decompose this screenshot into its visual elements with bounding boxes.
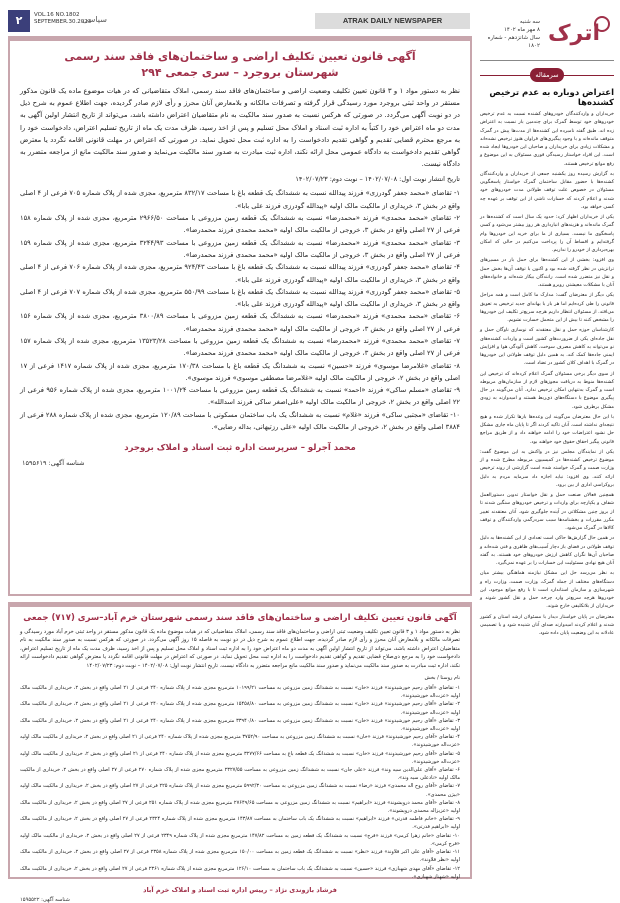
notice-item: ۵- تقاضای «محمد جعفر گودرزی» فرزند پیدالله نسبت به ششدانگ یک قطعه باغ با مساحت ۵۵۰/۹۹ مترمربع، مجزی شده از پلاک شماره ۷۰۷ فرعی از ۴ اصلی واقع در بخش ۳، خریداری از مالکیت مالک اولیه «پیدالله گودرزی فرزند علی بابا». [20, 287, 460, 309]
article-paragraph: وی افزود: بخشی از این کشنده‌ها برای حمل بار در مسیرهای ترانزیتی در نظر گرفته شده بود و اکنون با توقف آن‌ها بخش حمل و نقل نیز متضرر شده است. رانندگان بیکار شده‌اند و خانواده‌های آنان با مشکلات معیشتی روبرو هستند. [480, 257, 614, 288]
notice-item: ۳- تقاضای «محمد محمدی» فرزند «محمدرضا» نسبت به ششدانگ یک قطعه زمین مزروعی با مساحت ۳۲۴۴/۹۳ مترمربع، مجزی شده از پلاک شماره ۱۵۹ فرعی از ۲۷ اصلی واقع در بخش ۳، خروجی از مالکیت مالک اولیه «محمد محمدی فرزند محمدرضا». [20, 238, 460, 259]
notice-id: شناسه آگهی: ۱۵۹۵۶۱۹ [22, 459, 85, 468]
newspaper-logo [544, 10, 612, 50]
notice-item: ۱۲- تقاضای «آقای مهدی شهبازی» فرزند «حسین» نسبت به ششدانگ یک باب ساختمان به مساحت ۱۲۶/۱۰ مترمربع مجزی شده از پلاک شماره ۲۳۶۱ فرعی از ۲۷ اصلی واقع در بخش ۲، خریداری از مالکیت مالک اولیه «شهناز شهبازی». [20, 865, 460, 880]
editorial-header [480, 66, 614, 106]
issue-date [480, 18, 540, 50]
volume-line: VOL.16 NO.1802 [34, 12, 80, 18]
notice-item: ۵- تقاضای «آقای رحیم خورشیدوند» فرزند «خان» نسبت به ششدانگ یک قطعه باغ به مساحت ۳۲۷۷/۶۶ مترمربع مجزی شده از پلاک شماره ۲۴۰ فرعی از ۲۱ اصلی واقع در بخش ۲، خریداری از مالکیت مالک اولیه «عزت‌اله خورشیدوند». [20, 750, 460, 765]
article-paragraph: در همین حال گزارش‌ها حاکی است تعدادی از این کشنده‌ها به دلیل توقف طولانی در فضای باز دچار آسیب‌های ظاهری و فنی شده‌اند و صاحبان آن‌ها نگران کاهش ارزش خودروهای خود هستند. به گفته آنان هیچ نهادی مسئولیت این خسارات را بر عهده نمی‌گیرد. [480, 535, 614, 566]
editorial-badge: سرمقاله [530, 68, 564, 82]
article-paragraph: همچنین فعالان صنعت حمل و نقل خواستار تدوین دستورالعمل شفاف و یکپارچه برای واردات و ترخیص خودروهای سنگین شدند تا از بروز چنین مشکلاتی در آینده جلوگیری شود. آنان معتقدند تغییر مکرر مقررات و بخشنامه‌ها سبب سردرگمی واردکنندگان و توقف کالاها در گمرک می‌شود. [480, 492, 614, 531]
notice-title: آگهی قانون تعیین تکلیف اراضی و ساختمان‌های فاقد سند رسمی شهرستان خرم آباد–سری (۷۱۷) جمعی [23, 613, 457, 623]
notice-top-bar [10, 604, 470, 607]
notice-item: ۷- تقاضای «آقای روح اله محمدی» فرزند «رضا» نسبت به ششدانگ زمین مزروعی به مساحت ۵۹۹۲/۳۰ مترمربع مجزی شده از پلاک شماره ۲۲۵ فرعی از ۲۷ اصلی واقع در بخش ۲، خریداری از مالکیت مالک اولیه «بیژن محمدی». [20, 783, 460, 798]
article-paragraph: یکی دیگر از معترضان گفت: مدارک ما کامل است و همه مراحل قانونی را طی کرده‌ایم اما هر بار با بهانه‌ای جدید ترخیص به تعویق می‌افتد. از مسئولان انتظار داریم هرچه سریع‌تر تکلیف این خودروها را مشخص کنند تا بیش از این متحمل خسارت نشویم. [480, 292, 614, 323]
notice-item: ۲- تقاضای «آقای رحیم خورشیدوند» فرزند «خان» نسبت به ششدانگ زمین مزروعی به مساحت ۱۵۴۵۸/۸۰ مترمربع مجزی شده از پلاک شماره ۲۴۰ فرعی از ۲۱ اصلی واقع در بخش ۲، خریداری از مالکیت مالک اولیه «عزت‌اله خورشیدوند». [20, 701, 460, 716]
article-paragraph: به گزارش رسیده روز یکشنبه جمعی از خریداران و واردکنندگان کشنده‌ها با حضور مقابل ساختمان گمرک خواستار پاسخگویی مسئولان در خصوص علت توقف طولانی مدت خودروهای خود شدند و اعلام کردند که خسارات ناشی از این توقف بر عهده چه کسی خواهد بود. [480, 170, 614, 210]
article-title: اعتراض دوباره به عدم ترخیص کشنده‌ها [489, 88, 614, 108]
article-paragraph: با این حال معترضان می‌گویند این وعده‌ها بارها تکرار شده و هیچ نتیجه‌ای نداشته است. آنان تاکید کردند اگر تا پایان ماه جاری مشکل حل نشود اعتراضات خود را ادامه خواهند داد و از طریق مراجع قانونی پیگیر احقاق حقوق خود خواهند بود. [480, 413, 614, 445]
date-line: SEPTEMBER.30.2023 [34, 19, 92, 25]
notice-item: ۴- تقاضای «محمد جعفر گودرزی» فرزند پیدالله نسبت به ششدانگ یک قطعه باغ با مساحت ۹۲۴/۴۳ مترمربع، مجزی شده از پلاک شماره ۷۰۶ فرعی از ۴ اصلی واقع در بخش ۳، خریداری از مالکیت مالک اولیه «پیدالله گودرزی فرزند علی بابا». [20, 263, 460, 284]
issue-weekday: سه شنبه [519, 19, 540, 25]
issue-date-text: ۸ مهر ماه ۱۴۰۲ [503, 27, 540, 33]
notice-intro: نظر به دستور مواد ۱ و ۳ قانون تعیین تکلیف وضعیت ثبتی اراضی و ساختمان‌های فاقد سند رسمی، املاک متقاضیانی که در هیات موضوع ماده یک قانون مذکور مستقر در واحد ثبتی خرم آباد مورد رسیدگی و تصرفات مالکانه و بلامعارض آنان محرز و رأی لازم صادر گردیده، جهت اطلاع عموم به شرح ذیل در دو نوبت به فاصله ۱۵ روز آگهی می‌گردد. در صورتی که هرکس نسبت به صدور سند مالکیت به نام متقاضیان اعتراض داشته باشد، می‌تواند از تاریخ انتشار اولین آگهی به مدت دو ماه اعتراض خود را به اداره ثبت اسناد و املاک محل تسلیم و پس از اخذ رسید، ظرف مدت یک ماه از تاریخ تسلیم اعتراض، دادخواست خود را به مرجع ذی‌صلاح قضایی تقدیم و گواهی تقدیم دادخواست را به اداره ثبت محل تحویل نماید. در صورتی که اعتراض در مهلت قانونی اقامه نگردد یا معترض گواهی تقدیم دادخواست ارائه نکند، اداره ثبت مبادرت به صدور سند مالکیت می‌نماید و صدور سند مالکیت مانع مراجعه متضرر به دادگاه نیست. تاریخ انتشار نوبت اول: ۱۴۰۲/۰۷/۰۸ – نوبت دوم: ۱۴۰۲/۰۷/۲۳ [20, 629, 460, 669]
main-content [8, 36, 472, 903]
notice-item: ۹- تقاضای «خانم فاطمه قدرتی» فرزند «ابراهیم» نسبت به ششدانگ یک باب ساختمان به مساحت ۱۴۳/۸۷ مترمربع مجزی شده از پلاک شماره ۲۳۲۴ فرعی از ۲۷ اصلی واقع در بخش ۲، خریداری از مالکیت مالک اولیه «ابراهیم قدرتی». [20, 816, 460, 831]
article-paragraph: از سوی دیگر برخی مسئولان گمرک اعلام کرده‌اند که ترخیص این کشنده‌ها منوط به دریافت مجوزهای لازم از سازمان‌های مربوطه است و گمرک به‌تنهایی امکان ترخیص ندارد. آنان می‌گویند در حال پیگیری موضوع با دستگاه‌های ذی‌ربط هستند و امیدوارند به زودی مشکل برطرف شود. [480, 370, 614, 410]
notice-item: ۸- تقاضای «غلامرضا موسوی» فرزند «حسین» نسبت به ششدانگ یک قطعه باغ با مساحت ۱۷۰/۳۸ مترمربع، مجزی شده از پلاک شماره ۱۴۱۷ فرعی از ۱۷ اصلی واقع در بخش ۲، خروجی از مالکیت مالک اولیه «غلامرضا مصطفی موسوی» فرزند موسوی». [20, 361, 460, 382]
article-paragraph: کارشناسان حوزه حمل و نقل معتقدند که نوسازی ناوگان حمل و نقل جاده‌ای یکی از ضرورت‌های کشور است و واردات کشنده‌های نو می‌تواند به کاهش مصرف سوخت، کاهش آلودگی هوا و افزایش ایمنی جاده‌ها کمک کند. به همین دلیل توقف طولانی این خودروها در گمرک با اهداف کلان کشور در تضاد است. [480, 327, 614, 367]
article-paragraph: یکی از خریداران اظهار کرد: حدود یک سال است که کشنده‌ها در گمرک مانده‌اند و هزینه‌های انبارداری هر روز بیشتر می‌شود و کسی پاسخگوی ما نیست. بسیاری از ما برای خرید این خودروها وام گرفته‌ایم و اقساط آن را پرداخت می‌کنیم در حالی که امکان بهره‌برداری از خودرو را نداریم. [480, 214, 614, 253]
notice-item: ۱۰- تقاضای «مجتبی ساکی» فرزند «غلام» نسبت به ششدانگ یک باب ساختمان مسکونی با مساحت ۱۲۰/۸۹ مترمربع، مجزی شده از پلاک شماره ۲۸۸ فرعی از ۳۸۸۴ اصلی واقع در بخش ۲، خروجی از مالکیت مالک اولیه «علی رزتیهانی، بداله رضایی». [20, 410, 460, 432]
notice-item: ۲- تقاضای «محمد محمدی» فرزند «محمدرضا» نسبت به ششدانگ یک قطعه زمین مزروعی با مساحت ۲۹۶۶/۵۰ مترمربع، مجزی شده از پلاک شماره ۱۵۸ فرعی از ۲۷ اصلی واقع در بخش ۳، خروجی از مالکیت مالک اولیه «محمد محمدی فرزند محمدرضا». [20, 214, 460, 235]
page-number: ۲ [8, 10, 30, 32]
divider [480, 60, 614, 61]
notice-item: ۳- تقاضای «آقای رحیم خورشیدوند» فرزند «خان» نسبت به ششدانگ زمین مزروعی به مساحت ۳۳۹۴۰/۸۰ مترمربع مجزی شده از پلاک شماره ۲۴۰ فرعی از ۲۱ اصلی واقع در بخش ۲، خریداری از مالکیت مالک اولیه «عزت‌اله خورشیدوند». [20, 717, 460, 733]
section-label: سیاسی [82, 15, 107, 24]
article-paragraph: یکی از نمایندگان مجلس نیز در واکنش به این موضوع گفت: موضوع ترخیص کشنده‌ها در کمیسیون مربوطه مطرح شده و از وزارت صمت و گمرک خواسته شده است گزارشی از روند ترخیص ارائه کنند. وی افزود: نباید اجازه داد سرمایه مردم به دلیل بروکراسی اداری از بین برود. [480, 448, 614, 488]
notice-signature: فرشاد بازوندی نژاد – رییس اداره ثبت اسناد و املاک خرم آباد [143, 885, 337, 894]
notice-id: شناسه آگهی: ۱۵۹۵۵۲۲ [20, 896, 70, 903]
notice-item: ۸- تقاضای «آقای محمد درویشوند» فرزند «ابراهیم» نسبت به ششدانگ زمین مزروعی به مساحت ۲۷۶۴۹/۶۵ مترمربع مجزی شده از پلاک شماره ۲۵۱ فرعی از ۲۷ اصلی واقع در بخش ۲، خریداری از مالکیت مالک اولیه «عزیزاله محمدی درویشوند». [20, 799, 460, 815]
issue-number: سال شانزدهم - شماره ۱۸۰۲ [487, 35, 540, 49]
notice-dates: تاریخ انتشار نوبت اول: ۱۴۰۲/۰۷/۰۸ – نوبت دوم: ۱۴۰۲/۰۷/۲۳ [295, 175, 460, 184]
logo-text: اترک [548, 21, 601, 46]
notice-items [20, 684, 460, 881]
page-header [8, 10, 470, 32]
notice-top-bar [10, 38, 470, 41]
notice-title-line1: آگهی قانون تعیین تکلیف اراضی و ساختمان‌های فاقد سند رسمی [64, 50, 416, 63]
legal-notice-khorramabad [8, 602, 472, 903]
notice-item: ۷- تقاضای «محمد محمدی» فرزند «محمدرضا» نسبت به ششدانگ یک قطعه زمین مزروعی با مساحت ۱۳۵۲۳/۲۸ مترمربع، مجزی شده از پلاک شماره ۱۵۷ فرعی از ۲۷ اصلی واقع در بخش ۳، خروجی از مالکیت مالک اولیه «محمد محمدی فرزند محمدرضا». [20, 336, 460, 358]
article-paragraph: به نظر می‌رسد حل این مشکل نیازمند هماهنگی بیشتر میان دستگاه‌های مختلف از جمله گمرک، وزارت صمت، وزارت راه و شهرسازی و سازمان استاندارد است تا با رفع موانع موجود، این خودروها هرچه سریع‌تر وارد چرخه حمل و نقل کشور شوند و خریداران از بلاتکلیفی خارج شوند. [480, 570, 614, 610]
notice-item: ۱- تقاضای «محمد جعفر گودرزی» فرزند پیدالله نسبت به ششدانگ یک قطعه باغ با مساحت ۸۳۲/۱۷ مترمربع، مجزی شده از پلاک شماره ۷۰۵ فرعی از ۴ اصلی واقع در بخش ۳، خریداری از مالکیت مالک اولیه «پیدالله گودرزی فرزند علی بابا». [20, 189, 460, 210]
legal-notice-borujerd [8, 36, 472, 596]
notice-items [20, 187, 460, 433]
notice-item: ۴- تقاضای «آقای رحیم خورشیدوند» فرزند «خان» نسبت به ششدانگ زمین مزروعی به مساحت ۳۷۵۲/۹۰ مترمربع مجزی شده از پلاک شماره ۲۴۰ فرعی از ۲۱ اصلی واقع در بخش ۲، خریداری از مالکیت مالک اولیه «عزت‌اله خورشیدوند». [20, 734, 460, 749]
editorial-column [480, 8, 614, 879]
notice-item: ۶- تقاضای «محمد محمدی» فرزند «محمدرضا» نسبت به ششدانگ یک قطعه زمین مزروعی با مساحت ۳۸۰۰/۸۹ مترمربع، مجزی شده از پلاک شماره ۱۵۶ فرعی از ۲۷ اصلی واقع در بخش ۳، خروجی از مالکیت مالک اولیه «محمد محمدی فرزند محمدرضا». [20, 312, 460, 333]
article-paragraph: معترضان در پایان خواستار دیدار با مسئولان ارشد استان و کشور شدند و اعلام کردند امیدوارند صدای آنان شنیده شود و با تصمیمی عادلانه به این وضعیت پایان داده شود. [480, 613, 614, 636]
notice-title-line2: شهرستان بروجرد – سری جمعی ۲۹۴ [141, 66, 339, 79]
notice-item: ۱- تقاضای «آقای رحیم خورشیدوند» فرزند «خان» نسبت به ششدانگ زمین مزروعی به مساحت ۱۰۱۹۹/۲۱ مترمربع مجزی شده از پلاک شماره ۲۴۰ فرعی از ۲۱ اصلی واقع در بخش ۲، خریداری از مالکیت مالک اولیه «عزت‌اله خورشیدوند». [20, 685, 460, 700]
notice-intro: نظر به دستور مواد ۱ و ۳ قانون تعیین تکلیف وضعیت اراضی و ساختمان‌های فاقد سند رسمی، املاک متقاضیانی که در هیات موضوع ماده یک قانون مذکور مستقر در واحد ثبتی بروجرد مورد رسیدگی قرار گرفته و تصرفات مالکانه و بلامعارض آنان محرز و رأی لازم صادر گردیده، جهت اطلاع عموم به شرح ذیل در دو نوبت آگهی می‌گردد. در صورتی که هرکس نسبت به صدور سند مالکیت به نام متقاضیان اعتراض داشته باشد، می‌تواند از تاریخ انتشار اولین آگهی به مدت دو ماه اعتراض خود را کتباً به اداره ثبت اسناد و املاک محل تسلیم و پس از اخذ رسید، ظرف مدت یک ماه از تاریخ تسلیم اعتراض، دادخواست خود را به مرجع محترم قضایی تقدیم و گواهی تقدیم دادخواست را به اداره ثبت محل تحویل نماید. در صورتی که اعتراض در مهلت قانونی اقامه نگردد یا معترض گواهی تقدیم دادخواست به دادگاه عمومی محل ارائه نکند، اداره ثبت مبادرت به صدور سند مالکیت می‌نماید و صدور سند مالکیت مانع از مراجعه متضرر به دادگاه نیست. [20, 87, 460, 169]
article-body [480, 110, 614, 875]
logo-mark [544, 10, 612, 50]
notice-item: ۱۰- تقاضای «خانم زهرا کرمی» فرزند «فرج» نسبت به ششدانگ یک قطعه زمین به مساحت ۱۴۷/۸۲ مترمربع مجزی شده از پلاک شماره ۲۳۴۹ فرعی از ۲۷ اصلی واقع در بخش ۲، خریداری از مالکیت مالک اولیه «فرج کرمی». [20, 832, 460, 847]
masthead [480, 8, 614, 60]
paper-name-banner: ATRAK DAILY NEWSPAPER [315, 13, 470, 29]
notice-signature: محمد آجرلو – سرپرست اداره ثبت اسناد و املاک بروجرد [124, 443, 356, 454]
notice-item: ۶- تقاضای «آقای علی‌الدین سیه وند» فرزند «علی جان» نسبت به ششدانگ زمین مزروعی به مساحت ۲۳۲۷/۵۵ مترمربع مجزی شده از پلاک شماره ۲۷۰ فرعی از ۲۷ اصلی واقع در بخش ۲، خریداری از مالکیت مالک اولیه «نادعلی سیه وند». [20, 767, 460, 782]
notice-item: ۱۱- تقاضای «آقای علی اکبر قلاوند» فرزند «نظر» نسبت به ششدانگ یک قطعه زمین به مساحت ۱۵۰/۰۰ مترمربع مجزی شده از پلاک شماره ۲۳۵۸ فرعی از ۲۷ اصلی واقع در بخش ۲، خریداری از مالکیت مالک اولیه «نظر قلاوند». [20, 849, 460, 864]
article-paragraph: خریداران و واردکنندگان خودروهای کشنده نسبت به عدم ترخیص خودروهای خود توسط گمرک برای چندمین بار نسبت به اعتراض زده‌ اند. طبق گفته نامبرده این کشنده‌ها از مدت‌ها پیش در گمرک متوقف مانده‌اند و با وجود پیگیری‌های فراوان هنوز ترخیص نشده‌اند و مشکلات زیادی برای خریداران و صاحبان این خودروها ایجاد شده است. این افراد خواستار رسیدگی فوری مسئولان به این موضوع و رفع موانع ترخیص هستند. [480, 111, 614, 167]
notice-item: ۹- تقاضای «مسلم ساکی» فرزند «احمد» نسبت به ششدانگ یک قطعه زمین مزروعی با مساحت ۱۰۰۱/۲۴ مترمربع، مجزی شده از پلاک شماره ۹۵۶ فرعی از ۲۲ اصلی واقع در بخش ۲، خروجی از مالکیت مالک اولیه «علی‌اصغر ساکی فرزند اسدالله». [20, 386, 460, 407]
notice-title [22, 49, 458, 81]
notice-section-label: نام روستا / بخش [424, 675, 460, 682]
